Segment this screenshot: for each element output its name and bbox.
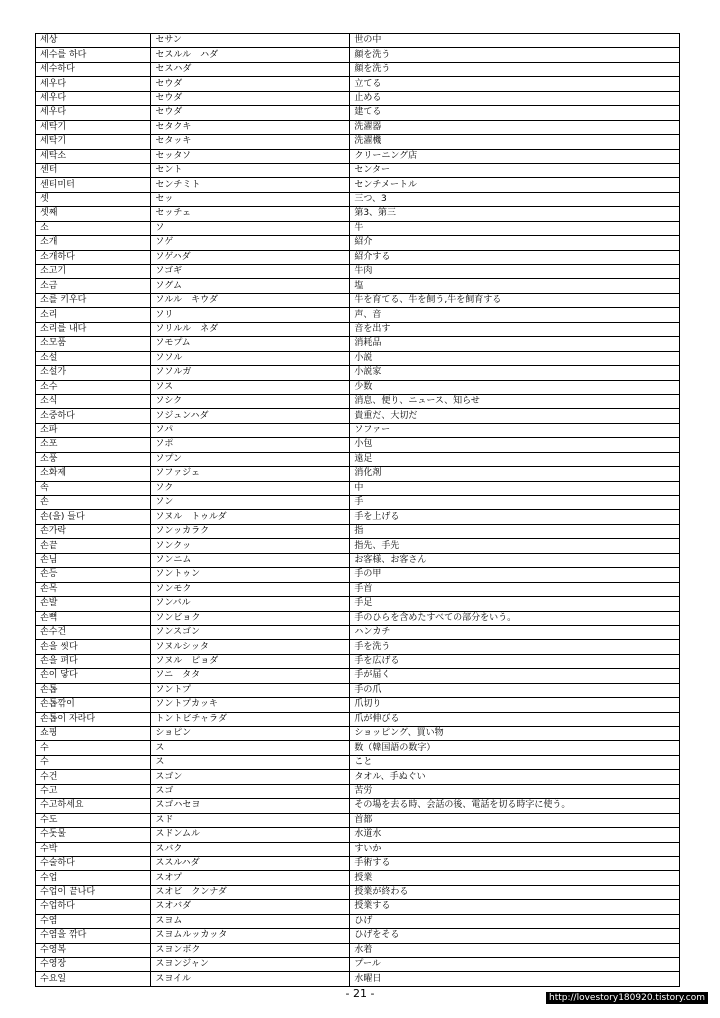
vocab-row [36,784,680,798]
korean-word-cell: 소개 [36,236,151,250]
vocab-row [36,178,680,192]
korean-word-cell: 손(을) 들다 [36,510,151,524]
vocab-row [36,611,680,625]
japanese-meaning-cell: プール [350,958,680,972]
katakana-reading-cell: ソゴギ [151,265,350,279]
vocab-row [36,337,680,351]
katakana-reading-cell: セント [151,163,350,177]
vocab-row [36,423,680,437]
japanese-meaning-cell: 第3、第三 [350,207,680,221]
japanese-meaning-cell: 首都 [350,813,680,827]
katakana-reading-cell: ソンクッ [151,539,350,553]
katakana-reading-cell: ソゲハダ [151,250,350,264]
japanese-meaning-cell: 苦労 [350,784,680,798]
katakana-reading-cell: ス [151,755,350,769]
korean-word-cell: 세우다 [36,91,151,105]
japanese-meaning-cell: 貴重だ、大切だ [350,409,680,423]
japanese-meaning-cell: 洗濯器 [350,120,680,134]
korean-word-cell: 소식 [36,394,151,408]
vocabulary-table [35,33,680,987]
vocab-row [36,539,680,553]
katakana-reading-cell: ショピン [151,727,350,741]
vocab-row [36,34,680,48]
japanese-meaning-cell: 授業 [350,871,680,885]
watermark-url: http://lovestory180920.tistory.com [546,992,708,1004]
japanese-meaning-cell: こと [350,755,680,769]
korean-word-cell: 손수건 [36,625,151,639]
korean-word-cell: 손을 펴다 [36,654,151,668]
korean-word-cell: 손톱이 자라다 [36,712,151,726]
vocab-row [36,842,680,856]
japanese-meaning-cell: 少数 [350,380,680,394]
vocab-row [36,322,680,336]
katakana-reading-cell: セタクキ [151,120,350,134]
vocab-row [36,683,680,697]
korean-word-cell: 수고하세요 [36,799,151,813]
japanese-meaning-cell: 手が届く [350,669,680,683]
vocab-row [36,640,680,654]
japanese-meaning-cell: 手の爪 [350,683,680,697]
katakana-reading-cell: スオバダ [151,900,350,914]
vocab-row [36,770,680,784]
vocab-row [36,972,680,986]
katakana-reading-cell: ソンビョク [151,611,350,625]
katakana-reading-cell: ソソルガ [151,366,350,380]
japanese-meaning-cell: 遠足 [350,452,680,466]
katakana-reading-cell: ソヌル トゥルダ [151,510,350,524]
korean-word-cell: 쇼핑 [36,727,151,741]
japanese-meaning-cell: 手のひらを含めたすべての部分をいう。 [350,611,680,625]
japanese-meaning-cell: 紹介する [350,250,680,264]
vocab-row [36,351,680,365]
katakana-reading-cell: ソク [151,481,350,495]
korean-word-cell: 세탁소 [36,149,151,163]
vocab-row [36,207,680,221]
japanese-meaning-cell: 三つ、3 [350,192,680,206]
katakana-reading-cell: ソス [151,380,350,394]
korean-word-cell: 수영복 [36,943,151,957]
japanese-meaning-cell: 小説 [350,351,680,365]
japanese-meaning-cell: ひげをそる [350,929,680,943]
katakana-reading-cell: セタッキ [151,135,350,149]
japanese-meaning-cell: 水着 [350,943,680,957]
korean-word-cell: 손톱 [36,683,151,697]
japanese-meaning-cell: 牛肉 [350,265,680,279]
korean-word-cell: 세수를 하다 [36,48,151,62]
korean-word-cell: 소설 [36,351,151,365]
katakana-reading-cell: センチミト [151,178,350,192]
katakana-reading-cell: ソファジェ [151,467,350,481]
katakana-reading-cell: ソプン [151,452,350,466]
korean-word-cell: 소모품 [36,337,151,351]
japanese-meaning-cell: 牛 [350,221,680,235]
korean-word-cell: 손등 [36,568,151,582]
katakana-reading-cell: ソジュンハダ [151,409,350,423]
japanese-meaning-cell: 手足 [350,597,680,611]
vocab-row [36,265,680,279]
vocab-row [36,48,680,62]
vocab-row [36,135,680,149]
vocab-row [36,943,680,957]
vocab-row [36,856,680,870]
japanese-meaning-cell: 顔を洗う [350,62,680,76]
katakana-reading-cell: ソグム [151,279,350,293]
katakana-reading-cell: スヨンジャン [151,958,350,972]
vocab-row [36,452,680,466]
vocab-row [36,741,680,755]
japanese-meaning-cell: 手を洗う [350,640,680,654]
japanese-meaning-cell: 小包 [350,438,680,452]
vocab-row [36,712,680,726]
katakana-reading-cell: ソゲ [151,236,350,250]
korean-word-cell: 소를 키우다 [36,293,151,307]
vocab-row [36,654,680,668]
katakana-reading-cell: ソンバル [151,597,350,611]
korean-word-cell: 수업 [36,871,151,885]
vocab-row [36,409,680,423]
korean-word-cell: 수술하다 [36,856,151,870]
katakana-reading-cell: ソポ [151,438,350,452]
korean-word-cell: 수염을 깎다 [36,929,151,943]
vocab-row [36,308,680,322]
korean-word-cell: 소화제 [36,467,151,481]
japanese-meaning-cell: ソファー [350,423,680,437]
vocab-row [36,250,680,264]
japanese-meaning-cell: 消耗品 [350,337,680,351]
vocab-row [36,293,680,307]
katakana-reading-cell: ソントゥン [151,568,350,582]
japanese-meaning-cell: 声、音 [350,308,680,322]
katakana-reading-cell: ススルハダ [151,856,350,870]
katakana-reading-cell: セウダ [151,106,350,120]
korean-word-cell: 세탁기 [36,120,151,134]
vocab-row [36,279,680,293]
vocab-row [36,77,680,91]
katakana-reading-cell: ソリルル ネダ [151,322,350,336]
korean-word-cell: 손발 [36,597,151,611]
korean-word-cell: 소 [36,221,151,235]
japanese-meaning-cell: 立てる [350,77,680,91]
korean-word-cell: 손톱깎이 [36,698,151,712]
katakana-reading-cell: スバク [151,842,350,856]
vocab-row [36,885,680,899]
japanese-meaning-cell: 爪切り [350,698,680,712]
korean-word-cell: 수영장 [36,958,151,972]
vocab-row [36,149,680,163]
vocab-row [36,394,680,408]
katakana-reading-cell: スオプ [151,871,350,885]
page-number: - 21 - [345,987,375,1000]
vocab-row [36,221,680,235]
japanese-meaning-cell: 建てる [350,106,680,120]
vocab-row [36,799,680,813]
korean-word-cell: 수건 [36,770,151,784]
japanese-meaning-cell: 音を出す [350,322,680,336]
katakana-reading-cell: ソントプ [151,683,350,697]
vocab-row [36,625,680,639]
katakana-reading-cell: ソ [151,221,350,235]
vocab-row [36,597,680,611]
vocab-row [36,106,680,120]
korean-word-cell: 세탁기 [36,135,151,149]
katakana-reading-cell: セッ [151,192,350,206]
japanese-meaning-cell: 手を上げる [350,510,680,524]
japanese-meaning-cell: 指先、手先 [350,539,680,553]
vocab-row [36,438,680,452]
vocabulary-table-body [36,34,680,987]
japanese-meaning-cell: ひげ [350,914,680,928]
vocab-row [36,900,680,914]
katakana-reading-cell: セサン [151,34,350,48]
katakana-reading-cell: ソモプム [151,337,350,351]
katakana-reading-cell: ソパ [151,423,350,437]
katakana-reading-cell: セッチェ [151,207,350,221]
vocab-row [36,91,680,105]
japanese-meaning-cell: 消化剤 [350,467,680,481]
vocab-row [36,120,680,134]
katakana-reading-cell: スヨムルッカッタ [151,929,350,943]
korean-word-cell: 수 [36,741,151,755]
korean-word-cell: 소설가 [36,366,151,380]
korean-word-cell: 소파 [36,423,151,437]
korean-word-cell: 수 [36,755,151,769]
japanese-meaning-cell: 授業が終わる [350,885,680,899]
katakana-reading-cell: スゴン [151,770,350,784]
katakana-reading-cell: ソシク [151,394,350,408]
vocab-row [36,582,680,596]
japanese-meaning-cell: タオル、手ぬぐい [350,770,680,784]
korean-word-cell: 세우다 [36,77,151,91]
japanese-meaning-cell: 手を広げる [350,654,680,668]
korean-word-cell: 수박 [36,842,151,856]
korean-word-cell: 소금 [36,279,151,293]
korean-word-cell: 수업이 끝나다 [36,885,151,899]
vocab-row [36,828,680,842]
katakana-reading-cell: スヨム [151,914,350,928]
japanese-meaning-cell: 授業する [350,900,680,914]
japanese-meaning-cell: ハンカチ [350,625,680,639]
vocab-row [36,727,680,741]
korean-word-cell: 셋째 [36,207,151,221]
vocab-row [36,813,680,827]
korean-word-cell: 소리 [36,308,151,322]
katakana-reading-cell: スゴハセヨ [151,799,350,813]
vocab-row [36,669,680,683]
katakana-reading-cell: スドンムル [151,828,350,842]
japanese-meaning-cell: 消息、便り、ニュース、知らせ [350,394,680,408]
japanese-meaning-cell: 牛を育てる、牛を飼う,牛を飼育する [350,293,680,307]
vocab-row [36,553,680,567]
katakana-reading-cell: ソリ [151,308,350,322]
korean-word-cell: 소리를 내다 [36,322,151,336]
japanese-meaning-cell: 止める [350,91,680,105]
katakana-reading-cell: スド [151,813,350,827]
katakana-reading-cell: セウダ [151,91,350,105]
japanese-meaning-cell: 世の中 [350,34,680,48]
vocab-row [36,62,680,76]
japanese-meaning-cell: 手 [350,496,680,510]
katakana-reading-cell: ソソル [151,351,350,365]
vocab-row [36,929,680,943]
korean-word-cell: 손목 [36,582,151,596]
japanese-meaning-cell: お客様、お客さん [350,553,680,567]
vocab-row [36,163,680,177]
korean-word-cell: 세수하다 [36,62,151,76]
japanese-meaning-cell: その場を去る時、会話の後、電話を切る時字に使う。 [350,799,680,813]
korean-word-cell: 손이 닿다 [36,669,151,683]
korean-word-cell: 세우다 [36,106,151,120]
korean-word-cell: 세상 [36,34,151,48]
korean-word-cell: 소풍 [36,452,151,466]
japanese-meaning-cell: 洗濯機 [350,135,680,149]
vocab-row [36,467,680,481]
japanese-meaning-cell: 中 [350,481,680,495]
vocab-row [36,914,680,928]
katakana-reading-cell: セスルル ハダ [151,48,350,62]
korean-word-cell: 소고기 [36,265,151,279]
korean-word-cell: 속 [36,481,151,495]
korean-word-cell: 손뼉 [36,611,151,625]
vocab-row [36,871,680,885]
japanese-meaning-cell: 小説家 [350,366,680,380]
katakana-reading-cell: スヨンボク [151,943,350,957]
vocab-row [36,958,680,972]
katakana-reading-cell: ソルル キウダ [151,293,350,307]
korean-word-cell: 손 [36,496,151,510]
korean-word-cell: 소중하다 [36,409,151,423]
japanese-meaning-cell: 水道水 [350,828,680,842]
japanese-meaning-cell: センチメートル [350,178,680,192]
korean-word-cell: 수고 [36,784,151,798]
katakana-reading-cell: スオビ クンナダ [151,885,350,899]
katakana-reading-cell: ソンスゴン [151,625,350,639]
korean-word-cell: 손님 [36,553,151,567]
japanese-meaning-cell: 指 [350,524,680,538]
vocab-row [36,380,680,394]
japanese-meaning-cell: ショッピング、買い物 [350,727,680,741]
katakana-reading-cell: トントビチャラダ [151,712,350,726]
vocab-row [36,510,680,524]
katakana-reading-cell: ソン [151,496,350,510]
vocab-row [36,496,680,510]
japanese-meaning-cell: 手の甲 [350,568,680,582]
korean-word-cell: 수염 [36,914,151,928]
katakana-reading-cell: ソントプカッキ [151,698,350,712]
vocab-row [36,236,680,250]
korean-word-cell: 소포 [36,438,151,452]
katakana-reading-cell: ソンモク [151,582,350,596]
katakana-reading-cell: ソヌルシッタ [151,640,350,654]
katakana-reading-cell: ソニ タタ [151,669,350,683]
japanese-meaning-cell: 水曜日 [350,972,680,986]
korean-word-cell: 셋 [36,192,151,206]
katakana-reading-cell: ス [151,741,350,755]
korean-word-cell: 소수 [36,380,151,394]
vocab-row [36,698,680,712]
japanese-meaning-cell: 手首 [350,582,680,596]
korean-word-cell: 수돗물 [36,828,151,842]
japanese-meaning-cell: センター [350,163,680,177]
katakana-reading-cell: セスハダ [151,62,350,76]
korean-word-cell: 손끝 [36,539,151,553]
japanese-meaning-cell: 紹介 [350,236,680,250]
katakana-reading-cell: セッタソ [151,149,350,163]
japanese-meaning-cell: 手術する [350,856,680,870]
korean-word-cell: 수요일 [36,972,151,986]
katakana-reading-cell: セウダ [151,77,350,91]
korean-word-cell: 소개하다 [36,250,151,264]
korean-word-cell: 손을 씻다 [36,640,151,654]
korean-word-cell: 손가락 [36,524,151,538]
vocab-row [36,481,680,495]
vocab-row [36,568,680,582]
katakana-reading-cell: ソンニム [151,553,350,567]
korean-word-cell: 수업하다 [36,900,151,914]
korean-word-cell: 센티미터 [36,178,151,192]
katakana-reading-cell: ソヌル ピョダ [151,654,350,668]
katakana-reading-cell: スヨイル [151,972,350,986]
japanese-meaning-cell: すいか [350,842,680,856]
vocab-row [36,366,680,380]
katakana-reading-cell: ソンッカラク [151,524,350,538]
japanese-meaning-cell: 顔を洗う [350,48,680,62]
japanese-meaning-cell: クリーニング店 [350,149,680,163]
korean-word-cell: 수도 [36,813,151,827]
vocab-row [36,755,680,769]
vocab-row [36,192,680,206]
vocab-row [36,524,680,538]
korean-word-cell: 센터 [36,163,151,177]
japanese-meaning-cell: 塩 [350,279,680,293]
japanese-meaning-cell: 数（韓国語の数字） [350,741,680,755]
katakana-reading-cell: スゴ [151,784,350,798]
japanese-meaning-cell: 爪が伸びる [350,712,680,726]
